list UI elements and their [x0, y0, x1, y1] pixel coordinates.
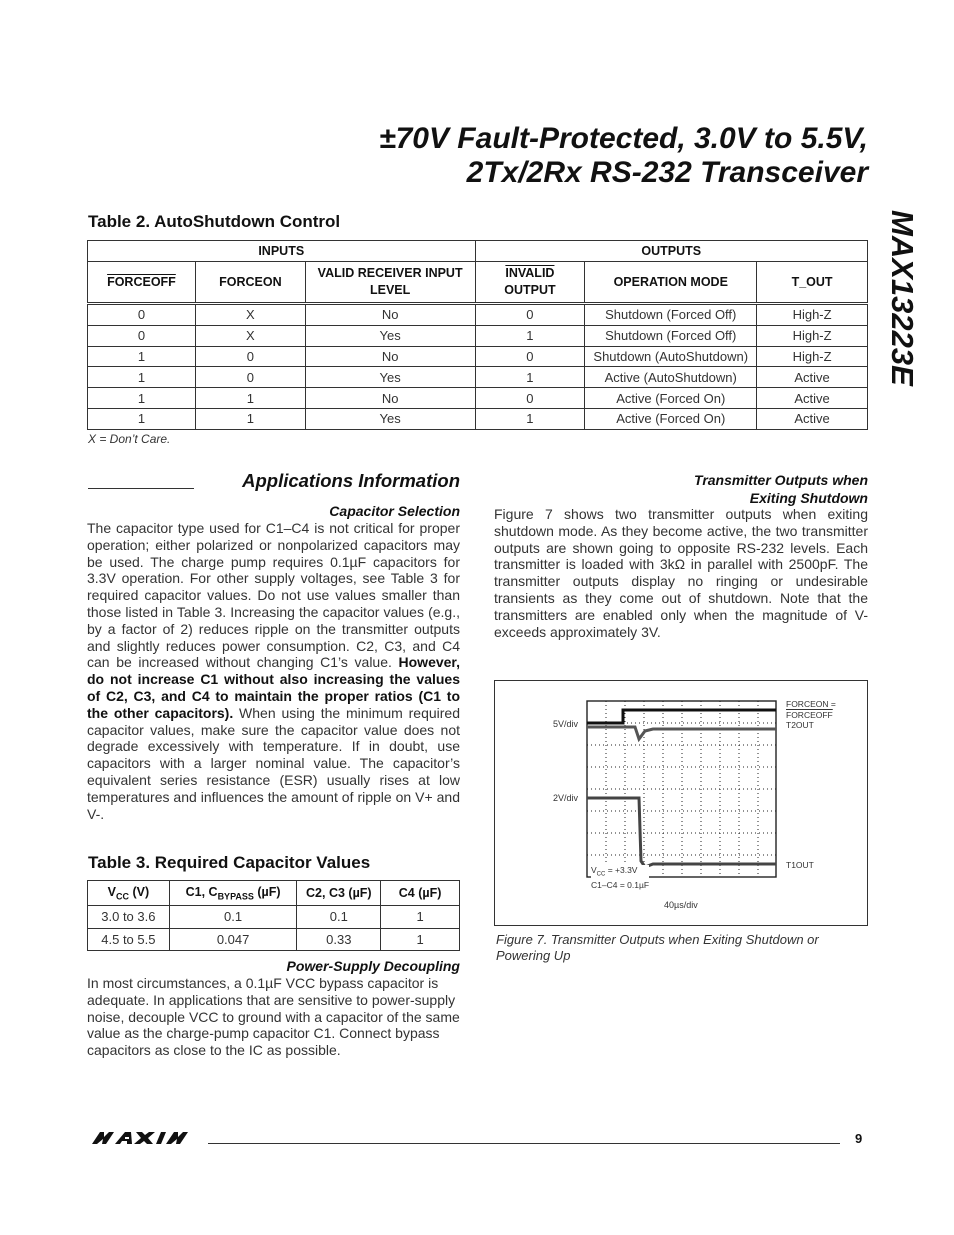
figure-7-box [494, 680, 868, 926]
table-row [88, 367, 868, 388]
table-cell: 1 [195, 408, 305, 429]
applications-heading: Applications Information [242, 470, 460, 491]
table-cell: 1 [381, 928, 460, 951]
table-cell: High-Z [757, 325, 868, 346]
table-cell: 1 [381, 906, 460, 929]
table-cell: 0.1 [169, 906, 297, 929]
table-cell: 0 [195, 367, 305, 388]
autoshutdown-table [87, 240, 868, 430]
figure-7-caption: Figure 7. Transmitter Outputs when Exiting Shutdown or Powering Up [496, 932, 819, 963]
capacitor-selection-text: The capacitor type used for C1–C4 is not critical for proper operation; either polarized or nonpolarized capacitors may be used. The charge pump requires 0.1µF capacitors for 3.3V operation. For other supply voltages, see Table 3 for required capacitor values. Do not use values smaller than those listed in Table 3. Increasing the capacitor values (e.g., by a factor of 2) reduces ripple on the transmitter outputs and slightly reduces power consumption. C2, C3, and C4 can be increased without changing C1’s value. However, do not increase C1 without also increasing the values of C2, C3, and C4 to maintain the proper ratios (C1 to the other capacitors). When using the minimum required capacitor values, make sure the capacitor value does not degrade excessively with temperature. If in doubt, use capacitors with a larger nominal value. The capacitor’s equivalent series resistance (ESR) usually rises at low temperatures and influences the amount of ripple on V+ and V-. [87, 520, 460, 822]
col-invalid-output: INVALID OUTPUT [475, 262, 585, 304]
table-cell: 0 [475, 388, 585, 409]
capacitor-values-table [87, 880, 460, 951]
table-cell: High-Z [757, 304, 868, 326]
col-valid-receiver: VALID RECEIVER INPUT LEVEL [305, 262, 475, 304]
side-part-number-text: MAX13223E [885, 210, 920, 386]
col-c2-c3: C2, C3 (µF) [297, 881, 381, 906]
table-cell: No [305, 388, 475, 409]
col-vcc: $V_{CC}$ (V) [88, 881, 170, 906]
maxim-logo [88, 1128, 200, 1153]
label-t1out: T1OUT [786, 860, 814, 870]
table-cell: 0.047 [169, 928, 297, 951]
table-row [88, 346, 868, 367]
table-cell: X [195, 325, 305, 346]
side-part-number [876, 210, 920, 460]
table-cell: Active [757, 408, 868, 429]
table-cell: 1 [88, 388, 196, 409]
col-c4: C4 (µF) [381, 881, 460, 906]
table-cell: 0 [88, 325, 196, 346]
table-cell: 1 [88, 408, 196, 429]
document-title [379, 122, 868, 190]
table-cell: 1 [195, 388, 305, 409]
table-cell: 1 [88, 367, 196, 388]
power-supply-decoupling-text: In most circumstances, a 0.1µF VCC bypass capacitor is adequate. In applications that are sensitive to power-supply noise, decouple VCC to ground with a capacitor of the same value as the charge-pump capacitor C1. Connect bypass capacitors as close to the IC as possible. [87, 975, 460, 1059]
table-cell: Active [757, 388, 868, 409]
col-c1-cbypass: C1, $C_{BYPASS}$ (µF) [169, 881, 297, 906]
col-forceon: FORCEON [195, 262, 305, 304]
table-cell: 4.5 to 5.5 [88, 928, 170, 951]
table-cell: Yes [305, 367, 475, 388]
table-cell: Shutdown (Forced Off) [585, 325, 757, 346]
power-supply-decoupling-heading: Power-Supply Decoupling [286, 958, 460, 974]
table-cell: Active (Forced On) [585, 388, 757, 409]
table-cell: Yes [305, 408, 475, 429]
table-cell: 1 [475, 325, 585, 346]
inputs-group-header: INPUTS [88, 241, 476, 262]
col-t-out: T_OUT [757, 262, 868, 304]
table3-title: Table 3. Required Capacitor Values [88, 853, 371, 872]
capacitor-selection-heading: Capacitor Selection [329, 503, 460, 519]
table-cell: 0 [475, 346, 585, 367]
table-cell: 0 [88, 304, 196, 326]
table-row [88, 325, 868, 346]
footer-rule [208, 1143, 840, 1144]
label-5v-div: 5V/div [553, 719, 579, 729]
page-number: 9 [855, 1131, 863, 1146]
table-row [88, 304, 868, 326]
table-row [88, 906, 460, 929]
transmitter-outputs-heading: Transmitter Outputs when Exiting Shutdown [694, 472, 868, 506]
outputs-group-header: OUTPUTS [475, 241, 868, 262]
table-cell: High-Z [757, 346, 868, 367]
table-cell: No [305, 304, 475, 326]
table-cell: X [195, 304, 305, 326]
table2-title: Table 2. AutoShutdown Control [88, 212, 341, 231]
table-cell: 0 [195, 346, 305, 367]
table-cell: Active [757, 367, 868, 388]
table-cell: 0.1 [297, 906, 381, 929]
col-operation-mode: OPERATION MODE [585, 262, 757, 304]
table-cell: No [305, 346, 475, 367]
label-time-div: 40µs/div [664, 900, 698, 910]
maxim-logo-mark [88, 1128, 200, 1148]
table-row [88, 408, 868, 429]
table-row [88, 928, 460, 951]
label-forceon-forceoff: FORCEON = FORCEOFF T2OUT [786, 699, 836, 730]
table-cell: Active (AutoShutdown) [585, 367, 757, 388]
table-row [88, 388, 868, 409]
table-cell: 1 [475, 367, 585, 388]
table-cell: 3.0 to 3.6 [88, 906, 170, 929]
table2-note: X = Don’t Care. [88, 432, 171, 446]
title-line-2: 2Tx/2Rx RS-232 Transceiver [466, 156, 868, 189]
table-cell: 1 [475, 408, 585, 429]
table-cell: Yes [305, 325, 475, 346]
title-line-1: ±70V Fault-Protected, 3.0V to 5.5V, [379, 122, 868, 155]
label-2v-div: 2V/div [553, 793, 579, 803]
table-cell: 0.33 [297, 928, 381, 951]
table-cell: Active (Forced On) [585, 408, 757, 429]
table-cell: 0 [475, 304, 585, 326]
transmitter-outputs-text: Figure 7 shows two transmitter outputs when exiting shutdown mode. As they become active, the two transmitter outputs are shown going to opposite RS-232 levels. Each transmitter is loaded with 3kΩ in parallel with 2500pF. The transmitter outputs display no ringing or undesirable transients as they come out of shutdown. Note that the transmitters are enabled only when the magnitude of V- exceeds approximately 3V. [494, 506, 868, 640]
label-conditions: $V_{CC} = +3.3V$ C1–C4 = 0.1µF [591, 865, 650, 890]
col-forceoff: FORCEOFF [88, 262, 196, 304]
table-cell: Shutdown (AutoShutdown) [585, 346, 757, 367]
table-cell: Shutdown (Forced Off) [585, 304, 757, 326]
table-cell: 1 [88, 346, 196, 367]
